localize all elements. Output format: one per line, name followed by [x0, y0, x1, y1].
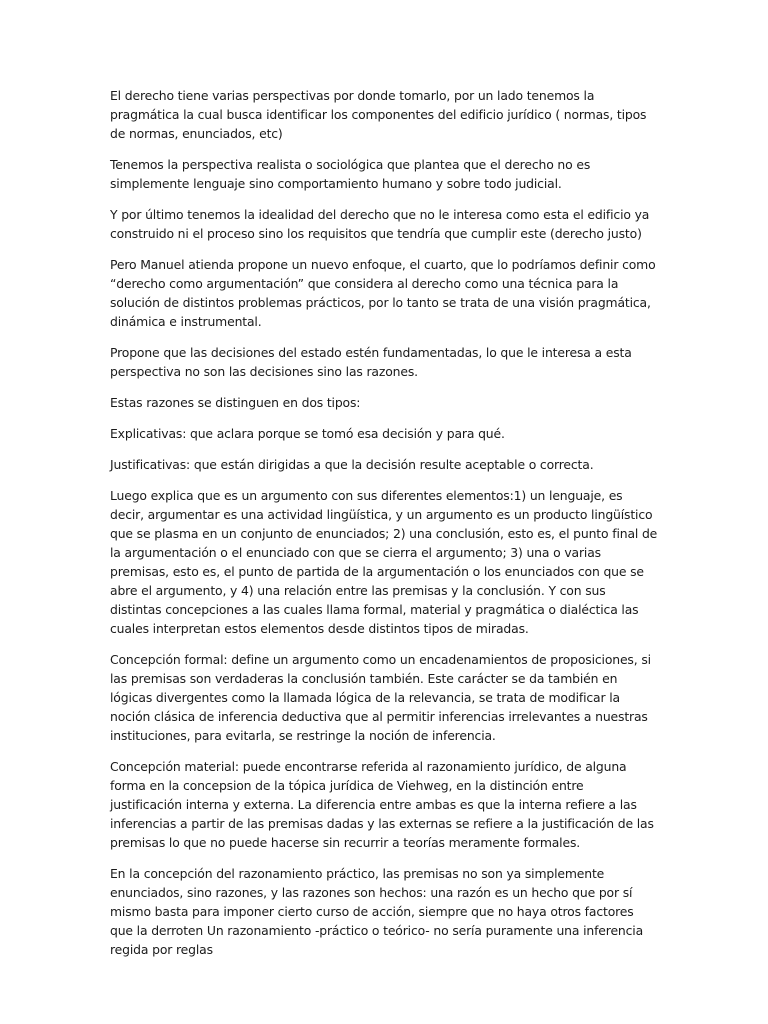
paragraph-tipos-razones: Estas razones se distinguen en dos tipos: — [110, 395, 361, 410]
paragraph-concepcion-material: Concepción material: puede encontrarse referida al razonamiento jurídico, de alguna forma en la concepsion de la tópica jurídica de Viehweg, en la distinción entre justificación interna y externa. La diferencia entre ambas es que la interna refiere a las inferencias a partir de las premisas dadas y las externas se refiere a la justificación de las premisas lo que no puede hacerse sin recurrir a teorías meramente formales. — [110, 759, 654, 850]
paragraph-perspectiva-realista: Tenemos la perspectiva realista o sociológica que plantea que el derecho no es simplemente lenguaje sino comportamiento humano y sobre todo judicial. — [110, 157, 591, 191]
paragraph-explicativas: Explicativas: que aclara porque se tomó esa decisión y para qué. — [110, 426, 505, 441]
document-page — [110, 86, 658, 971]
paragraph-concepcion-formal: Concepción formal: define un argumento como un encadenamientos de proposiciones, si las premisas son verdaderas la conclusión también. Este carácter se da también en lógicas divergentes como la llamada lógica de la relevancia, se trata de modificar la noción clásica de inferencia deductiva que al permitir inferencias irrelevantes a nuestras instituciones, para evitarla, se restringe la noción de inferencia. — [110, 652, 651, 743]
paragraph-atienza-enfoque: Pero Manuel atienda propone un nuevo enfoque, el cuarto, que lo podríamos definir como “derecho como argumentación” que considera al derecho como una técnica para la solución de distintos problemas prácticos, por lo tanto se trata de una visión pragmática, dinámica e instrumental. — [110, 257, 656, 329]
paragraph-justificativas: Justificativas: que están dirigidas a que la decisión resulte aceptable o correcta. — [110, 457, 594, 472]
paragraph-elementos-argumento: Luego explica que es un argumento con sus diferentes elementos:1) un lenguaje, es decir, argumentar es una actividad lingüística, y un argumento es un producto lingüístico que se plasma en un conjunto de enunciados; 2) una conclusión, esto es, el punto final de la argumentación o el enunciado con que se cierra el argumento; 3) una o varias premisas, esto es, el punto de partida de la argumentación o los enunciados con que se abre el argumento, y 4) una relación entre las premisas y la conclusión. Y con sus distintas concepciones a las cuales llama formal, material y pragmática o dialéctica las cuales interpretan estos elementos desde distintos tipos de miradas. — [110, 488, 658, 636]
paragraph-razonamiento-practico: En la concepción del razonamiento práctico, las premisas no son ya simplemente enunciados, sino razones, y las razones son hechos: una razón es un hecho que por sí mismo basta para imponer cierto curso de acción, siempre que no haya otros factores que la derroten Un razonamiento -práctico o teórico- no sería puramente una inferencia regida por reglas — [110, 866, 644, 957]
paragraph-idealidad: Y por último tenemos la idealidad del derecho que no le interesa como esta el edificio ya construido ni el proceso sino los requisitos que tendría que cumplir este (derecho justo) — [110, 207, 650, 241]
paragraph-perspectivas: El derecho tiene varias perspectivas por donde tomarlo, por un lado tenemos la pragmática la cual busca identificar los componentes del edificio jurídico ( normas, tipos de normas, enunciados, etc) — [110, 88, 647, 141]
paragraph-decisiones-estado: Propone que las decisiones del estado estén fundamentadas, lo que le interesa a esta perspectiva no son las decisiones sino las razones. — [110, 345, 632, 379]
